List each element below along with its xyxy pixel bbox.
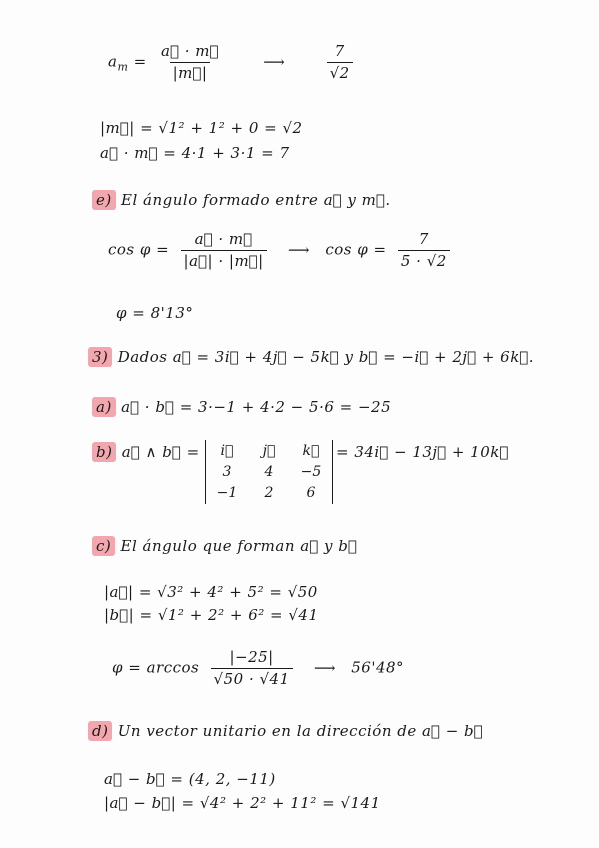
a-magnitude: |a⃗| = √3² + 4² + 5² = √50 (104, 583, 318, 601)
matrix-cell: 2 (264, 485, 274, 502)
am-res-den: √2 (327, 62, 353, 81)
am-eq: = (133, 52, 147, 71)
matrix-cell: 4 (264, 463, 274, 480)
cos-fraction (181, 232, 267, 269)
problem-3-title: Dados a⃗ = 3i⃗ + 4j⃗ − 5k⃗ y b⃗ = −i⃗ + 2j⃗ + 6k⃗. (117, 348, 535, 366)
section-e-tag: e) (92, 190, 116, 210)
arccos-frac-den: √50 · √41 (211, 668, 293, 687)
cos-res-num: 7 (418, 230, 429, 248)
am-frac-den: |m⃗| (170, 62, 211, 81)
arrow-icon: ⟶ (313, 658, 336, 677)
section-c-heading (92, 539, 357, 554)
phi-result: φ = 8'13° (116, 304, 194, 322)
am-res-num: 7 (334, 42, 345, 60)
a-dot-m: a⃗ · m⃗ = 4·1 + 3·1 = 7 (100, 144, 290, 162)
section-b-tag: b) (92, 442, 116, 462)
problem-3-tag: 3) (88, 347, 112, 367)
section-b-line (92, 445, 200, 460)
matrix-cell: j⃗ (262, 442, 276, 459)
cos-frac-num: a⃗ · m⃗ (194, 230, 253, 248)
section-a-line (92, 400, 391, 415)
arccos-formula (112, 650, 404, 687)
matrix-cell: −1 (216, 485, 238, 502)
section-e-title: El ángulo formado entre a⃗ y m⃗. (121, 191, 391, 209)
arccos-frac-num: |−25| (229, 648, 274, 666)
matrix-cell: −5 (300, 463, 322, 480)
cos-res-den: 5 · √2 (398, 250, 450, 269)
section-c-title: El ángulo que forman a⃗ y b⃗ (120, 537, 358, 555)
matrix-cell: 3 (222, 463, 232, 480)
matrix-cell: i⃗ (220, 442, 234, 459)
a-minus-b: a⃗ − b⃗ = (4, 2, −11) (104, 770, 276, 788)
section-a-tag: a) (92, 397, 116, 417)
section-d-heading (88, 724, 483, 739)
cos-label: cos φ = (108, 240, 170, 259)
am-label: a (108, 52, 118, 71)
arrow-icon: ⟶ (263, 52, 286, 71)
am-sub: m (117, 60, 129, 74)
section-d-tag: d) (88, 721, 112, 741)
problem-3-heading (88, 350, 534, 365)
arccos-label: φ = arccos (112, 658, 200, 677)
m-magnitude: |m⃗| = √1² + 1² + 0 = √2 (100, 119, 303, 137)
b-magnitude: |b⃗| = √1² + 2² + 6² = √41 (104, 606, 319, 624)
cos-formula (108, 232, 456, 269)
am-result (327, 44, 353, 81)
section-d-title: Un vector unitario en la dirección de a⃗ − b⃗ (117, 722, 484, 740)
cross-product-matrix (205, 440, 333, 504)
matrix-cell: k⃗ (302, 442, 320, 459)
section-a-text: a⃗ · b⃗ = 3·−1 + 4·2 − 5·6 = −25 (121, 398, 392, 416)
section-e-heading (92, 193, 391, 208)
am-fraction (158, 44, 222, 81)
section-c-tag: c) (92, 536, 115, 556)
cos-result (398, 232, 450, 269)
a-minus-b-magnitude: |a⃗ − b⃗| = √4² + 2² + 11² = √141 (104, 794, 381, 812)
arrow-icon: ⟶ (288, 240, 311, 259)
cos-label-2: cos φ = (325, 240, 387, 259)
arccos-result: 56'48° (351, 658, 405, 677)
cos-frac-den: |a⃗| · |m⃗| (181, 250, 267, 269)
cross-label: a⃗ ∧ b⃗ = (121, 443, 200, 461)
am-frac-num: a⃗ · m⃗ (161, 42, 220, 60)
cross-result: = 34i⃗ − 13j⃗ + 10k⃗ (336, 443, 509, 461)
arccos-fraction (211, 650, 293, 687)
am-formula (108, 44, 359, 81)
matrix-cell: 6 (306, 485, 316, 502)
